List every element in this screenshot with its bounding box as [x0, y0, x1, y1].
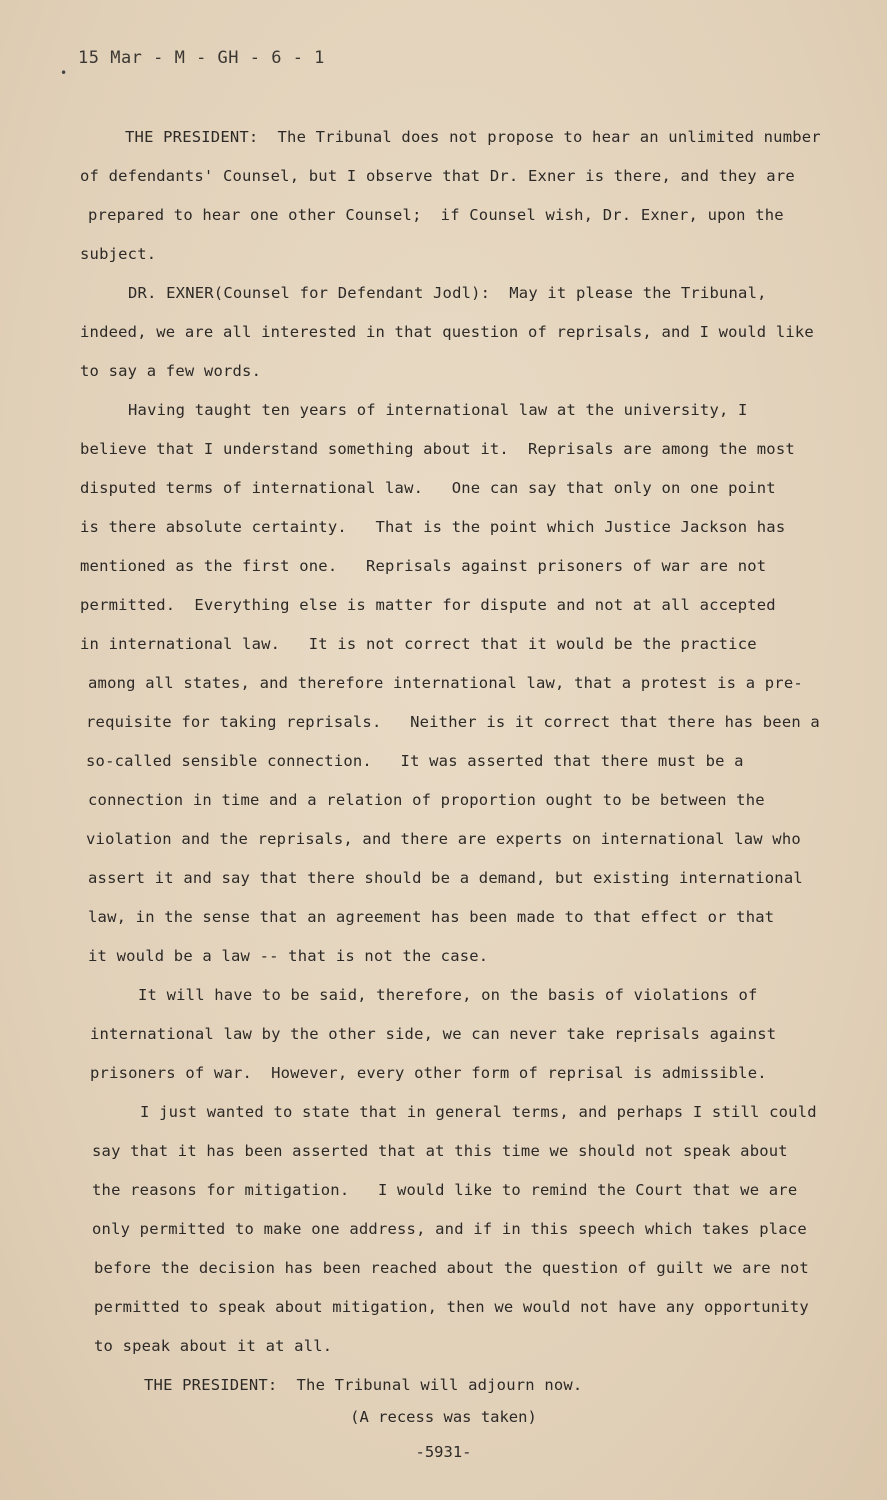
transcript-line: I just wanted to state that in general terms, and perhaps I still could [140, 1103, 817, 1121]
transcript-line: requisite for taking reprisals. Neither is it correct that there has been a [86, 713, 820, 731]
transcript-line: permitted to speak about mitigation, then we would not have any opportunity [94, 1298, 809, 1316]
transcript-line: mentioned as the first one. Reprisals against prisoners of war are not [80, 557, 767, 575]
transcript-line: subject. [80, 245, 157, 263]
page-number: -5931- [415, 1443, 472, 1461]
transcript-line: Having taught ten years of international law at the university, I [128, 401, 748, 419]
transcript-line: to speak about it at all. [94, 1337, 333, 1355]
transcript-line: indeed, we are all interested in that question of reprisals, and I would like [80, 323, 814, 341]
transcript-line: prepared to hear one other Counsel; if Counsel wish, Dr. Exner, upon the [88, 206, 784, 224]
transcript-line: international law by the other side, we can never take reprisals against [90, 1025, 777, 1043]
transcript-line: to say a few words. [80, 362, 262, 380]
transcript-body [80, 118, 840, 1405]
transcript-line: prisoners of war. However, every other form of reprisal is admissible. [90, 1064, 767, 1082]
transcript-line: assert it and say that there should be a demand, but existing international [88, 869, 803, 887]
transcript-line: so-called sensible connection. It was asserted that there must be a [86, 752, 744, 770]
document-header: 15 Mar - M - GH - 6 - 1 [78, 48, 325, 68]
transcript-line: in international law. It is not correct that it would be the practice [80, 635, 757, 653]
transcript-line: say that it has been asserted that at this time we should not speak about [92, 1142, 788, 1160]
transcript-line: of defendants' Counsel, but I observe that Dr. Exner is there, and they are [80, 167, 795, 185]
transcript-line: disputed terms of international law. One can say that only on one point [80, 479, 776, 497]
transcript-line: law, in the sense that an agreement has been made to that effect or that [88, 908, 775, 926]
transcript-line: believe that I understand something about it. Reprisals are among the most [80, 440, 795, 458]
transcript-line: It will have to be said, therefore, on the basis of violations of [138, 986, 758, 1004]
transcript-line: only permitted to make one address, and if in this speech which takes place [92, 1220, 807, 1238]
transcript-line: the reasons for mitigation. I would like to remind the Court that we are [92, 1181, 798, 1199]
transcript-line: permitted. Everything else is matter for dispute and not at all accepted [80, 596, 776, 614]
transcript-line: DR. EXNER(Counsel for Defendant Jodl): May it please the Tribunal, [128, 284, 767, 302]
transcript-line: connection in time and a relation of proportion ought to be between the [88, 791, 765, 809]
transcript-line: before the decision has been reached about the question of guilt we are not [94, 1259, 809, 1277]
transcript-line: THE PRESIDENT: The Tribunal will adjourn now. [144, 1376, 583, 1394]
margin-mark: • [60, 66, 68, 80]
recess-note: (A recess was taken) [350, 1408, 537, 1426]
transcript-line: among all states, and therefore international law, that a protest is a pre- [88, 674, 803, 692]
transcript-line: THE PRESIDENT: The Tribunal does not propose to hear an unlimited number [125, 128, 821, 146]
transcript-line: it would be a law -- that is not the case. [88, 947, 489, 965]
transcript-line: violation and the reprisals, and there are experts on international law who [86, 830, 801, 848]
transcript-line: is there absolute certainty. That is the point which Justice Jackson has [80, 518, 786, 536]
